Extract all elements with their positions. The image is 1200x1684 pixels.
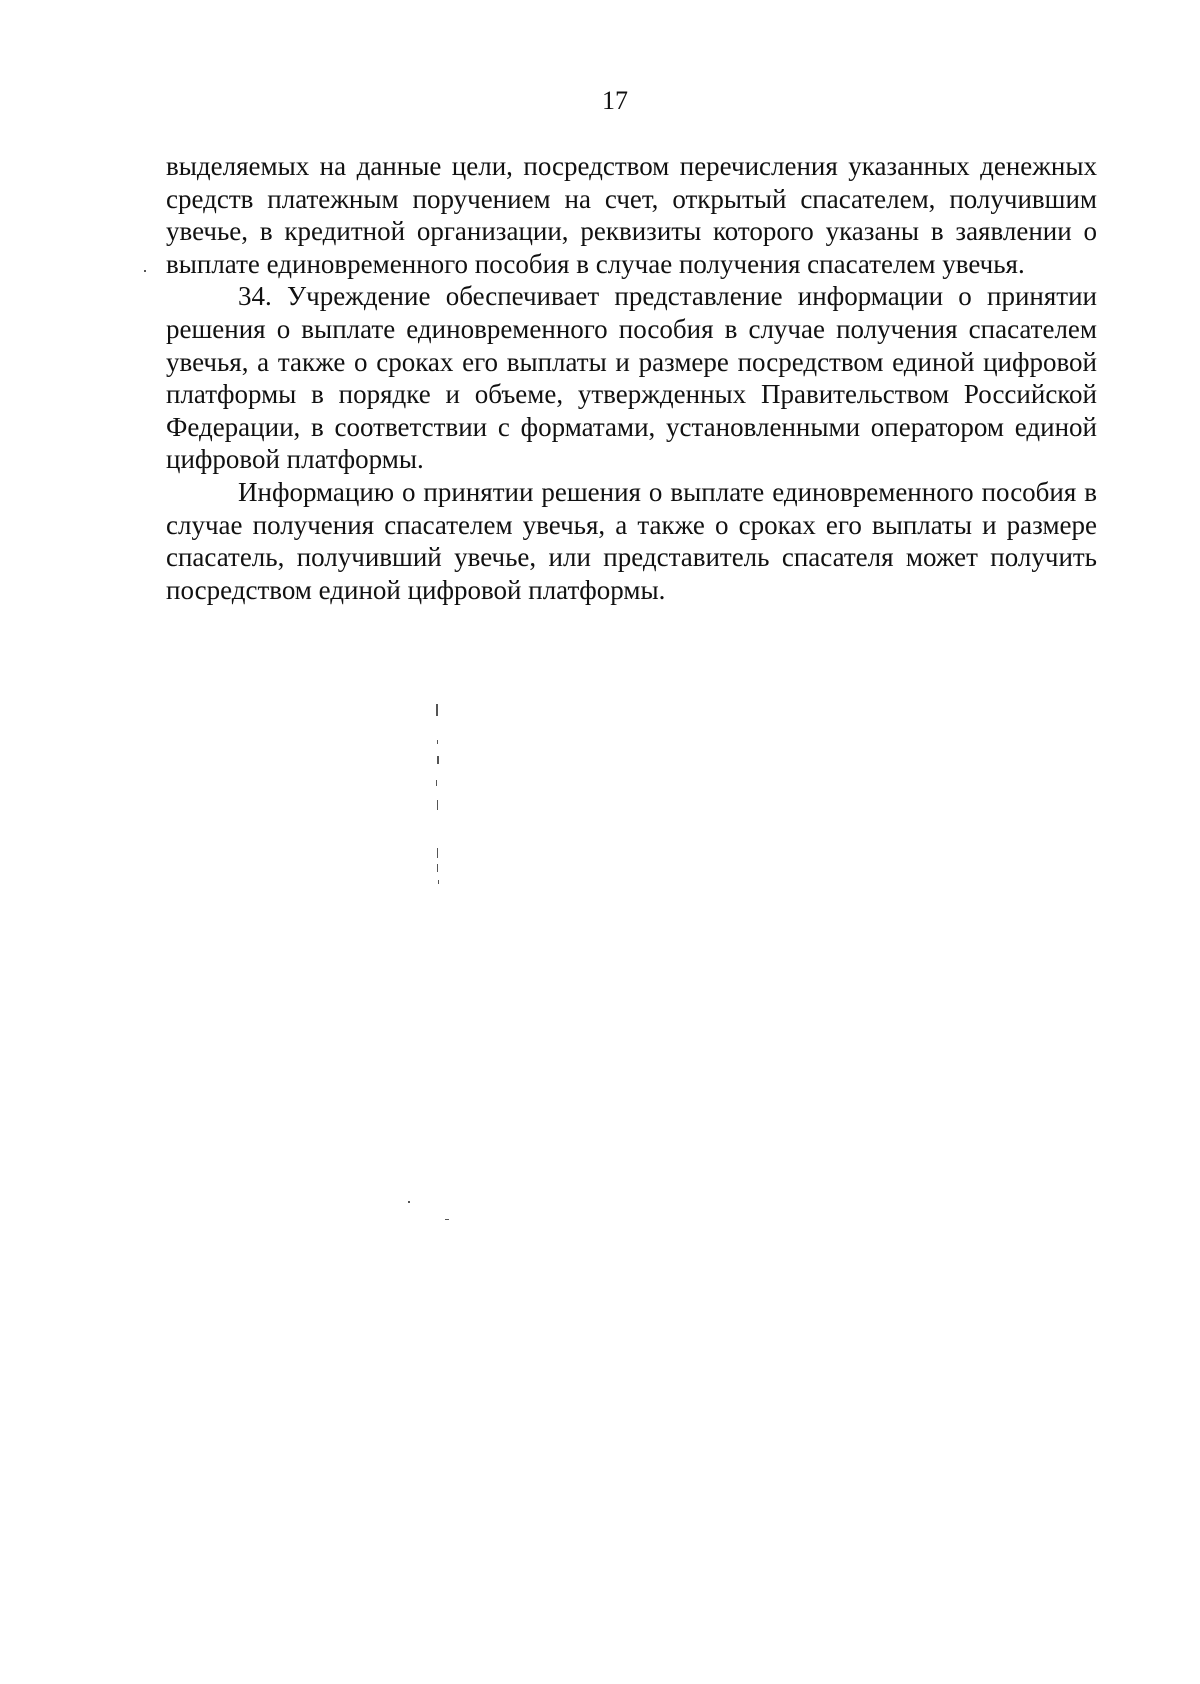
- scan-artifact: [438, 880, 439, 884]
- scan-artifact: [436, 704, 438, 716]
- scan-artifact: [144, 270, 146, 272]
- paragraph-continuation: выделяемых на данные цели, посредством перечисления указанных денежных средств платежным поручением на счет, открытый спасателем, получившим увечье, в кредитной организации, реквизиты которого указаны в заявлении о выплате единовременного пособия в случае получения спасателем увечья.: [166, 151, 1097, 279]
- scan-artifact: [437, 864, 438, 872]
- scan-artifact: [445, 1219, 449, 1220]
- scan-artifact: [437, 800, 438, 810]
- scan-artifact: [437, 848, 438, 858]
- scan-artifact: [437, 740, 438, 744]
- scan-artifact: [408, 1201, 410, 1203]
- paragraph-information: Информацию о принятии решения о выплате единовременного пособия в случае получения спасателем увечья, а также о сроках его выплаты и размере спасатель, получивший увечье, или представитель спасателя может получить посредством единой цифровой платформы.: [166, 476, 1097, 605]
- scan-artifact: [436, 780, 437, 786]
- paragraph-item-34: 34. Учреждение обеспечивает представление информации о принятии решения о выплате единовременного пособия в случае получения спасателем увечья, а также о сроках его выплаты и размере посредством единой цифровой платформы в порядке и объеме, утвержденных Правительством Российской Федерации, в соответствии с форматами, установленными оператором единой цифровой платформы.: [166, 281, 1097, 475]
- document-body: [166, 150, 1097, 606]
- page-number: 17: [602, 86, 628, 115]
- scan-artifact: [437, 756, 439, 764]
